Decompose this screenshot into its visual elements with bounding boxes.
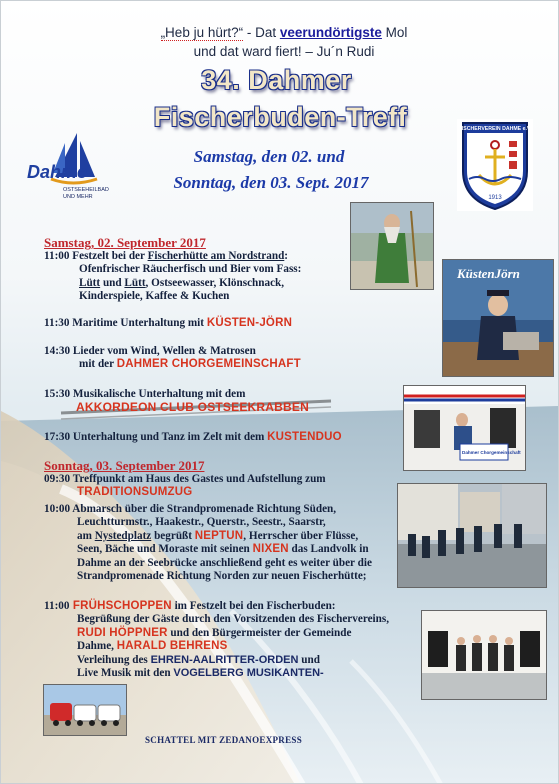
sat-e2-performer: KÜSTEN-JÖRN xyxy=(206,317,293,329)
sat-e3-performer: DAHMER CHORGEMEINSCHAFT xyxy=(116,358,301,371)
crest-name: FISCHERVEREIN DAHME e.V. xyxy=(458,126,532,132)
dahme-tagline-1: OSTSEEHEILBAD xyxy=(63,187,109,193)
sat-e1-location: Fischerhütte am Nordstrand xyxy=(147,250,285,262)
sun-e3-line-3-rest: und den Bürgermeister der Gemeinde xyxy=(167,626,352,639)
sat-e1-word-luett-1: Lütt xyxy=(79,276,101,289)
sun-e2-line-1: Abmarsch über die Strandpromenade Richtung Süden, xyxy=(70,503,337,515)
sat-e1-colon: : xyxy=(284,250,289,262)
sun-e3-and: und xyxy=(298,653,320,666)
sun-e3-line-2: Begrüßung der Gäste durch den Vorsitzenden des Fischervereins, xyxy=(77,613,390,626)
sat-e2-text: Maritime Unterhaltung mit xyxy=(69,317,207,329)
sat-e4-performer: AKKORDEON CLUB OSTSEEKRABBEN xyxy=(76,400,309,415)
sat-e4-time: 15:30 xyxy=(44,388,71,400)
event-date-line-2: Sonntag, den 03. Sept. 2017 xyxy=(173,173,369,192)
sat-e1-line-2: Ofenfrischer Räucherfisch und Bier vom Fass: xyxy=(79,263,302,276)
sun-e3-title: FRÜHSCHOPPEN xyxy=(69,600,172,612)
band-stage-photo xyxy=(403,385,526,471)
sat-e1-line-4: Kinderspiele, Kaffee & Kuchen xyxy=(79,290,230,303)
sun-e2-line-5: Dahme an der Seebrücke anschließend geht es weiter über die xyxy=(77,556,372,569)
quote-opening: „Heb ju hürt?“ xyxy=(160,25,244,40)
saturday-event-3 xyxy=(44,345,301,372)
fischerverein-crest xyxy=(457,119,533,211)
sun-e2-line-3-rest: , Herrscher über Flüsse, xyxy=(243,529,359,542)
sat-e1-line-3 xyxy=(44,277,374,290)
sat-e4-text: Musikalische Unterhaltung mit dem xyxy=(70,388,246,400)
saturday-event-1 xyxy=(44,250,374,304)
sunday-event-1 xyxy=(44,473,326,500)
sat-e1-and: und xyxy=(100,276,125,289)
sun-e3-dahme: Dahme, xyxy=(77,640,117,653)
sun-e3-time: 11:00 xyxy=(44,600,70,612)
sun-e2-greets: begrüßt xyxy=(151,529,195,542)
sun-e1-time: 09:30 xyxy=(44,473,71,485)
musicians-stage-photo xyxy=(421,610,547,700)
event-title-line-2: Fischerbuden-Treff xyxy=(153,102,408,132)
band-banner-text: Dahmer Chorgemeinschaft xyxy=(462,450,521,455)
sun-e2-at: am xyxy=(77,529,95,542)
sat-e5-performer: KUSTENDUO xyxy=(267,431,342,443)
sunday-heading: Sonntag, 03. September 2017 xyxy=(44,458,205,473)
tourist-train-photo xyxy=(43,684,127,736)
quote-ending: Mol xyxy=(381,25,408,40)
sun-e3-award-intro: Verleihung des xyxy=(77,653,151,666)
saturday-event-4 xyxy=(44,388,309,416)
quote-ordinal: veerundörtigste xyxy=(279,25,382,40)
dialect-quote-line-2: und dat ward fiert! – Ju´n Rudi xyxy=(193,44,375,59)
sat-e5-time: 17:30 xyxy=(44,431,71,443)
sat-e2-time: 11:30 xyxy=(44,317,70,329)
parade-photo xyxy=(397,483,547,588)
sunday-event-3 xyxy=(44,600,419,680)
sun-e2-line-6: Strandpromenade Richtung Norden zur neuen Fischerhütte; xyxy=(77,570,367,583)
shuttle-note: SCHATTEL MIT ZEDANOEXPRESS xyxy=(145,735,303,745)
sunday-event-2 xyxy=(44,503,396,583)
saturday-event-5 xyxy=(44,431,342,444)
dahme-wordmark: Dahme xyxy=(27,162,88,182)
sun-e1-text: Treffpunkt am Haus des Gastes und Aufstellung zum xyxy=(70,473,326,485)
sat-e1-time: 11:00 xyxy=(44,250,70,262)
sun-e3-mayor: HARALD BEHRENS xyxy=(116,640,228,653)
sat-e1-text: Festzelt bei der xyxy=(69,250,148,262)
dahme-tagline-2: UND MEHR xyxy=(63,194,93,200)
sun-e3-chairman: RUDI HÖPPNER xyxy=(77,626,168,639)
sun-e2-place: Nystedplatz xyxy=(94,529,152,542)
sun-e2-time: 10:00 xyxy=(44,503,71,515)
sun-e1-parade: TRADITIONSUMZUG xyxy=(77,486,193,499)
sat-e5-text: Unterhaltung und Tanz im Zelt mit dem xyxy=(70,431,268,443)
kuesten-joern-photo xyxy=(442,259,554,377)
sun-e3-text: im Festzelt bei den Fischerbuden: xyxy=(171,600,336,612)
crest-year: 1913 xyxy=(488,195,502,201)
sun-e3-music-intro: Live Musik mit den xyxy=(77,667,174,680)
sat-e3-with: mit der xyxy=(79,358,117,371)
sun-e2-line-4-rest: das Landvolk in xyxy=(288,543,369,556)
event-date-line-1: Samstag, den 02. und xyxy=(193,147,345,166)
sun-e2-nixen: NIXEN xyxy=(252,543,289,556)
sun-e2-line-4-start: Seen, Bäche und Moraste mit seinen xyxy=(77,543,253,556)
kuesten-joern-label: KüstenJörn xyxy=(457,266,520,281)
sun-e2-line-2: Leuchtturmstr., Haakestr., Querstr., Seestr., Saarstr, xyxy=(77,516,326,529)
dahme-logo xyxy=(23,129,115,205)
sat-e1-line-3-rest: , Ostseewasser, Klönschnack, xyxy=(145,276,285,289)
sat-e3-text: Lieder vom Wind, Wellen & Matrosen xyxy=(70,345,256,357)
sun-e3-award: EHREN-AALRITTER-ORDEN xyxy=(150,653,299,666)
event-title-line-1: 34. Dahmer xyxy=(201,65,352,95)
sat-e1-word-luett-2: Lütt xyxy=(124,276,146,289)
quote-connector: - Dat xyxy=(243,25,280,40)
sat-e3-time: 14:30 xyxy=(44,345,71,357)
saturday-event-2 xyxy=(44,317,292,330)
sun-e3-band: VOGELBERG MUSIKANTEN- xyxy=(173,667,324,680)
sun-e2-neptun: NEPTUN xyxy=(194,529,244,542)
dialect-quote-line-1 xyxy=(119,25,449,41)
saturday-heading: Samstag, 02. September 2017 xyxy=(44,235,206,250)
